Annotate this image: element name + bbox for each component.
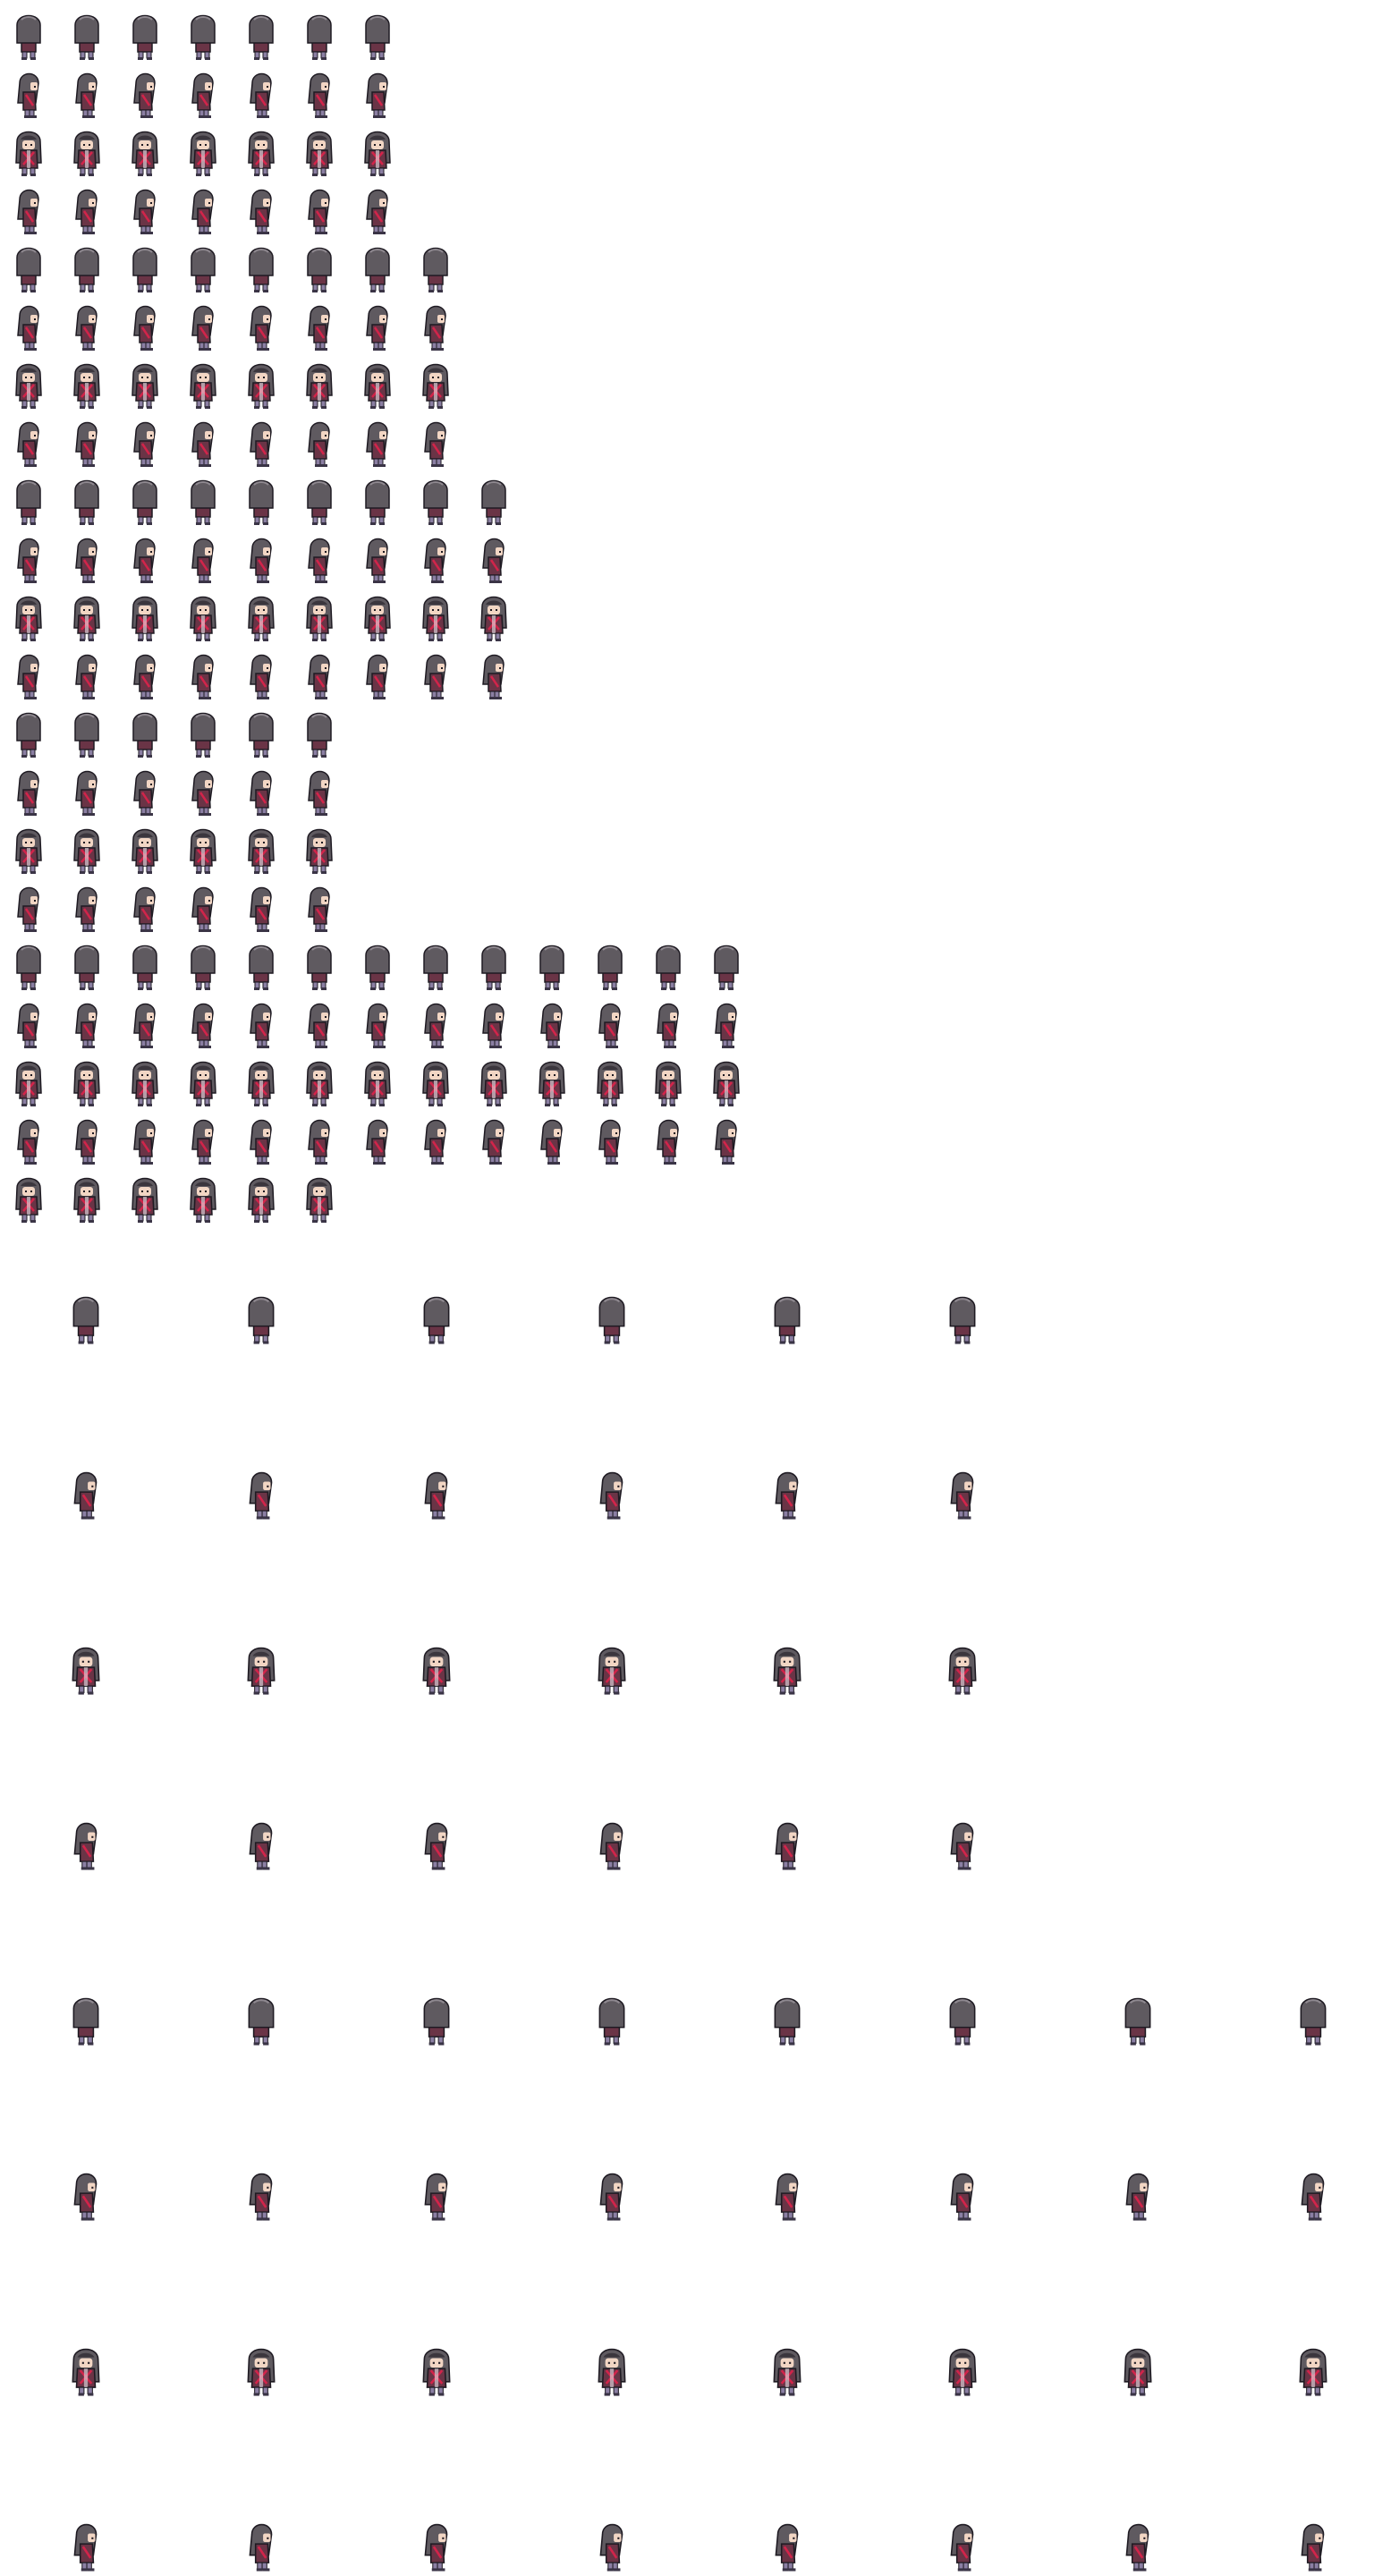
sprite-walk-4dir-7frames-r3-f4 (250, 191, 271, 235)
sprite-cast-4dir-6frames-r2-f2 (132, 830, 157, 875)
sprite-attack-4dir-13frames-r3-f12 (716, 1121, 736, 1165)
sprite-walk-4dir-7frames-r3-f2 (134, 191, 155, 235)
sprite-run-4dir-8frames-r3-f2 (134, 423, 155, 468)
sprite-walk-4dir-7frames-r3-f3 (192, 191, 213, 235)
sprite-big-walk-4dir-8frames-r3-f2 (425, 2525, 446, 2572)
sprite-attack-4dir-13frames-r1-f10 (599, 1004, 620, 1049)
sprite-attack-4dir-13frames-r2-f11 (656, 1063, 681, 1107)
sprite-big-action-4dir-6frames-r3-f5 (951, 1824, 972, 1870)
sprite-big-walk-4dir-8frames-r3-f6 (1126, 2525, 1148, 2572)
sprite-walk-4dir-7frames-r1-f3 (192, 74, 213, 119)
sprite-attack-4dir-13frames-r0-f3 (191, 946, 215, 991)
sprite-idle-4dir-9frames-r2-f5 (307, 597, 332, 642)
sprite-idle-4dir-9frames-r3-f6 (367, 656, 387, 700)
sprite-cast-4dir-6frames-r1-f0 (18, 772, 38, 817)
sprite-big-walk-4dir-8frames-r2-f7 (1300, 2350, 1326, 2396)
sprite-cast-4dir-6frames-r3-f1 (76, 888, 97, 933)
sprite-run-4dir-8frames-r0-f4 (250, 249, 273, 293)
sprite-idle-4dir-9frames-r1-f5 (309, 539, 329, 584)
sprite-attack-4dir-13frames-r3-f8 (483, 1121, 504, 1165)
sprite-idle-4dir-9frames-r3-f1 (76, 656, 97, 700)
sprite-big-walk-4dir-8frames-r0-f6 (1125, 1999, 1149, 2046)
sprite-walk-4dir-7frames-r2-f5 (307, 132, 332, 177)
sprite-big-action-4dir-6frames-r0-f2 (424, 1298, 448, 1344)
sprite-idle-4dir-9frames-r0-f7 (424, 481, 447, 526)
sprite-idle-4dir-9frames-r3-f0 (18, 656, 38, 700)
sprite-attack-4dir-13frames-r0-f4 (250, 946, 273, 991)
sprite-attack-4dir-13frames-r0-f1 (75, 946, 98, 991)
sprite-run-4dir-8frames-r3-f3 (192, 423, 213, 468)
sprite-attack-4dir-13frames-r0-f7 (424, 946, 447, 991)
sprite-idle-4dir-9frames-r1-f3 (192, 539, 213, 584)
sprite-attack-4dir-13frames-r2-f3 (191, 1063, 216, 1107)
sprite-big-walk-4dir-8frames-r2-f2 (423, 2350, 449, 2396)
sprite-big-walk-4dir-8frames-r1-f6 (1126, 2174, 1148, 2221)
sprite-big-walk-4dir-8frames-r3-f5 (951, 2525, 972, 2572)
sprite-cast-4dir-6frames-r1-f2 (134, 772, 155, 817)
sprite-cast-4dir-6frames-r1-f4 (250, 772, 271, 817)
sprite-run-4dir-8frames-r0-f2 (133, 249, 157, 293)
sprite-walk-4dir-7frames-r1-f1 (76, 74, 97, 119)
sprite-idle-4dir-9frames-r1-f2 (134, 539, 155, 584)
sprite-big-walk-4dir-8frames-r3-f1 (250, 2525, 271, 2572)
sprite-idle-4dir-9frames-r0-f2 (133, 481, 157, 526)
sprite-big-action-4dir-6frames-r1-f3 (600, 1473, 622, 1520)
sprite-run-4dir-8frames-r2-f1 (74, 365, 99, 410)
sprite-run-4dir-8frames-r0-f0 (17, 249, 40, 293)
sprite-big-action-4dir-6frames-r3-f0 (74, 1824, 96, 1870)
sprite-big-walk-4dir-8frames-r3-f7 (1302, 2525, 1323, 2572)
sprite-run-4dir-8frames-r3-f5 (309, 423, 329, 468)
sprite-idle-4dir-9frames-r0-f3 (191, 481, 215, 526)
sprite-idle-4dir-9frames-r1-f0 (18, 539, 38, 584)
sprite-cast-4dir-6frames-r2-f1 (74, 830, 99, 875)
sprite-idle-4dir-9frames-r3-f5 (309, 656, 329, 700)
sprite-cast-4dir-6frames-r0-f1 (75, 714, 98, 758)
sprite-cast-4dir-6frames-r3-f3 (192, 888, 213, 933)
sprite-big-walk-4dir-8frames-r2-f5 (949, 2350, 975, 2396)
sprite-run-4dir-8frames-r0-f1 (75, 249, 98, 293)
sprite-run-4dir-8frames-r1-f1 (76, 307, 97, 352)
sprite-attack-4dir-13frames-r1-f4 (250, 1004, 271, 1049)
sprite-attack-4dir-13frames-r2-f4 (249, 1063, 274, 1107)
sprite-attack-4dir-13frames-r0-f10 (598, 946, 622, 991)
sprite-big-action-4dir-6frames-r2-f0 (72, 1648, 98, 1695)
sprite-run-4dir-8frames-r2-f2 (132, 365, 157, 410)
sprite-big-walk-4dir-8frames-r2-f4 (774, 2350, 800, 2396)
sprite-big-action-4dir-6frames-r0-f0 (73, 1298, 98, 1344)
sprite-idle-4dir-9frames-r1-f4 (250, 539, 271, 584)
sprite-big-action-4dir-6frames-r0-f5 (950, 1298, 974, 1344)
sprite-big-walk-4dir-8frames-r1-f3 (600, 2174, 622, 2221)
sprite-idle-4dir-9frames-r2-f2 (132, 597, 157, 642)
sprite-cast-4dir-6frames-r0-f2 (133, 714, 157, 758)
sprite-death-front-6frames-r0-f2 (132, 1179, 157, 1224)
sprite-attack-4dir-13frames-r2-f7 (423, 1063, 448, 1107)
sprite-walk-4dir-7frames-r1-f0 (18, 74, 38, 119)
sprite-death-front-6frames-r0-f5 (307, 1179, 332, 1224)
sprite-attack-4dir-13frames-r2-f5 (307, 1063, 332, 1107)
sprite-big-walk-4dir-8frames-r0-f0 (73, 1999, 98, 2046)
sprite-attack-4dir-13frames-r3-f11 (657, 1121, 678, 1165)
sprite-walk-4dir-7frames-r2-f0 (16, 132, 41, 177)
sprite-walk-4dir-7frames-r3-f5 (309, 191, 329, 235)
sprite-big-action-4dir-6frames-r2-f5 (949, 1648, 975, 1695)
sprite-cast-4dir-6frames-r2-f0 (16, 830, 41, 875)
sprite-idle-4dir-9frames-r1-f7 (425, 539, 445, 584)
sprite-cast-4dir-6frames-r0-f5 (308, 714, 331, 758)
sprite-attack-4dir-13frames-r3-f2 (134, 1121, 155, 1165)
sprite-big-action-4dir-6frames-r3-f2 (425, 1824, 446, 1870)
sprite-attack-4dir-13frames-r2-f8 (481, 1063, 506, 1107)
sprite-walk-4dir-7frames-r0-f6 (366, 16, 389, 61)
sprite-run-4dir-8frames-r3-f6 (367, 423, 387, 468)
sprite-big-action-4dir-6frames-r3-f1 (250, 1824, 271, 1870)
sprite-attack-4dir-13frames-r0-f11 (657, 946, 680, 991)
sprite-run-4dir-8frames-r1-f6 (367, 307, 387, 352)
sprite-big-walk-4dir-8frames-r0-f4 (775, 1999, 799, 2046)
sprite-attack-4dir-13frames-r1-f1 (76, 1004, 97, 1049)
sprite-idle-4dir-9frames-r3-f8 (483, 656, 504, 700)
sprite-attack-4dir-13frames-r0-f8 (482, 946, 505, 991)
sprite-attack-4dir-13frames-r1-f11 (657, 1004, 678, 1049)
sprite-big-action-4dir-6frames-r3-f3 (600, 1824, 622, 1870)
sprite-walk-4dir-7frames-r2-f3 (191, 132, 216, 177)
sprite-attack-4dir-13frames-r2-f10 (598, 1063, 623, 1107)
sprite-attack-4dir-13frames-r1-f0 (18, 1004, 38, 1049)
sprite-attack-4dir-13frames-r3-f5 (309, 1121, 329, 1165)
sprite-run-4dir-8frames-r2-f6 (365, 365, 390, 410)
sprite-cast-4dir-6frames-r3-f4 (250, 888, 271, 933)
sprite-run-4dir-8frames-r2-f7 (423, 365, 448, 410)
sprite-walk-4dir-7frames-r0-f1 (75, 16, 98, 61)
sprite-attack-4dir-13frames-r1-f5 (309, 1004, 329, 1049)
sprite-attack-4dir-13frames-r0-f2 (133, 946, 157, 991)
sprite-attack-4dir-13frames-r3-f0 (18, 1121, 38, 1165)
sprite-death-front-6frames-r0-f3 (191, 1179, 216, 1224)
sprite-cast-4dir-6frames-r3-f0 (18, 888, 38, 933)
sprite-big-walk-4dir-8frames-r2-f1 (248, 2350, 274, 2396)
sprite-big-walk-4dir-8frames-r3-f4 (776, 2525, 797, 2572)
sprite-attack-4dir-13frames-r3-f3 (192, 1121, 213, 1165)
sprite-attack-4dir-13frames-r0-f0 (17, 946, 40, 991)
sprite-big-walk-4dir-8frames-r0-f7 (1301, 1999, 1325, 2046)
sprite-idle-4dir-9frames-r0-f0 (17, 481, 40, 526)
sprite-cast-4dir-6frames-r2-f4 (249, 830, 274, 875)
sprite-attack-4dir-13frames-r0-f5 (308, 946, 331, 991)
sprite-attack-4dir-13frames-r1-f3 (192, 1004, 213, 1049)
sprite-idle-4dir-9frames-r2-f3 (191, 597, 216, 642)
sprite-run-4dir-8frames-r2-f3 (191, 365, 216, 410)
sprite-idle-4dir-9frames-r1-f8 (483, 539, 504, 584)
sprite-run-4dir-8frames-r3-f0 (18, 423, 38, 468)
sprite-walk-4dir-7frames-r0-f0 (17, 16, 40, 61)
sprite-idle-4dir-9frames-r0-f8 (482, 481, 505, 526)
sprite-attack-4dir-13frames-r1-f12 (716, 1004, 736, 1049)
sprite-idle-4dir-9frames-r1-f6 (367, 539, 387, 584)
sprite-big-action-4dir-6frames-r0-f1 (249, 1298, 273, 1344)
sprite-big-walk-4dir-8frames-r1-f1 (250, 2174, 271, 2221)
sprite-walk-4dir-7frames-r2-f4 (249, 132, 274, 177)
sprite-idle-4dir-9frames-r2-f6 (365, 597, 390, 642)
sprite-cast-4dir-6frames-r0-f4 (250, 714, 273, 758)
sprite-big-walk-4dir-8frames-r2-f6 (1124, 2350, 1150, 2396)
sprite-big-walk-4dir-8frames-r0-f5 (950, 1999, 974, 2046)
sprite-cast-4dir-6frames-r0-f3 (191, 714, 215, 758)
sprite-attack-4dir-13frames-r0-f9 (540, 946, 564, 991)
sprite-idle-4dir-9frames-r0-f4 (250, 481, 273, 526)
sprite-attack-4dir-13frames-r2-f0 (16, 1063, 41, 1107)
sprite-cast-4dir-6frames-r1-f5 (309, 772, 329, 817)
sprite-attack-4dir-13frames-r1-f7 (425, 1004, 445, 1049)
sprite-attack-4dir-13frames-r2-f12 (714, 1063, 739, 1107)
sprite-attack-4dir-13frames-r3-f6 (367, 1121, 387, 1165)
sprite-walk-4dir-7frames-r0-f4 (250, 16, 273, 61)
sprite-big-action-4dir-6frames-r1-f1 (250, 1473, 271, 1520)
sprite-walk-4dir-7frames-r3-f0 (18, 191, 38, 235)
sprite-walk-4dir-7frames-r0-f2 (133, 16, 157, 61)
sprite-run-4dir-8frames-r3-f4 (250, 423, 271, 468)
sprite-attack-4dir-13frames-r3-f1 (76, 1121, 97, 1165)
sprite-walk-4dir-7frames-r1-f4 (250, 74, 271, 119)
sprite-big-action-4dir-6frames-r0-f3 (599, 1298, 623, 1344)
sprite-cast-4dir-6frames-r1-f1 (76, 772, 97, 817)
sprite-run-4dir-8frames-r1-f2 (134, 307, 155, 352)
sprite-big-walk-4dir-8frames-r1-f5 (951, 2174, 972, 2221)
sprite-walk-4dir-7frames-r2-f6 (365, 132, 390, 177)
sprite-big-action-4dir-6frames-r2-f2 (423, 1648, 449, 1695)
sprite-run-4dir-8frames-r0-f7 (424, 249, 447, 293)
sprite-attack-4dir-13frames-r0-f6 (366, 946, 389, 991)
sprite-big-action-4dir-6frames-r3-f4 (776, 1824, 797, 1870)
sprite-big-walk-4dir-8frames-r2-f3 (598, 2350, 624, 2396)
sprite-attack-4dir-13frames-r3-f9 (541, 1121, 562, 1165)
sprite-attack-4dir-13frames-r1-f8 (483, 1004, 504, 1049)
sprite-attack-4dir-13frames-r2-f2 (132, 1063, 157, 1107)
sprite-idle-4dir-9frames-r3-f4 (250, 656, 271, 700)
sprite-big-walk-4dir-8frames-r1-f7 (1302, 2174, 1323, 2221)
sprite-walk-4dir-7frames-r3-f1 (76, 191, 97, 235)
sprite-idle-4dir-9frames-r3-f2 (134, 656, 155, 700)
sprite-attack-4dir-13frames-r1-f6 (367, 1004, 387, 1049)
sprite-cast-4dir-6frames-r1-f3 (192, 772, 213, 817)
sprite-run-4dir-8frames-r0-f5 (308, 249, 331, 293)
sprite-attack-4dir-13frames-r3-f10 (599, 1121, 620, 1165)
sprite-idle-4dir-9frames-r3-f7 (425, 656, 445, 700)
sprite-death-front-6frames-r0-f0 (16, 1179, 41, 1224)
sprite-big-action-4dir-6frames-r2-f4 (774, 1648, 800, 1695)
sprite-cast-4dir-6frames-r2-f3 (191, 830, 216, 875)
sprite-big-walk-4dir-8frames-r0-f2 (424, 1999, 448, 2046)
sprite-attack-4dir-13frames-r2-f6 (365, 1063, 390, 1107)
sprite-run-4dir-8frames-r2-f5 (307, 365, 332, 410)
sprite-big-walk-4dir-8frames-r1-f0 (74, 2174, 96, 2221)
sprite-idle-4dir-9frames-r2-f7 (423, 597, 448, 642)
sprite-death-front-6frames-r0-f1 (74, 1179, 99, 1224)
sprite-attack-4dir-13frames-r2-f1 (74, 1063, 99, 1107)
sprite-walk-4dir-7frames-r2-f2 (132, 132, 157, 177)
sprite-big-walk-4dir-8frames-r2-f0 (72, 2350, 98, 2396)
sprite-cast-4dir-6frames-r3-f2 (134, 888, 155, 933)
sprite-idle-4dir-9frames-r0-f5 (308, 481, 331, 526)
sprite-big-walk-4dir-8frames-r1-f4 (776, 2174, 797, 2221)
sprite-idle-4dir-9frames-r0-f6 (366, 481, 389, 526)
sprite-cast-4dir-6frames-r3-f5 (309, 888, 329, 933)
sprite-idle-4dir-9frames-r0-f1 (75, 481, 98, 526)
sprite-run-4dir-8frames-r1-f5 (309, 307, 329, 352)
sprite-run-4dir-8frames-r1-f4 (250, 307, 271, 352)
sprite-walk-4dir-7frames-r1-f2 (134, 74, 155, 119)
sprite-big-walk-4dir-8frames-r0-f3 (599, 1999, 623, 2046)
sprite-big-walk-4dir-8frames-r0-f1 (249, 1999, 273, 2046)
sprite-run-4dir-8frames-r2-f4 (249, 365, 274, 410)
sprite-attack-4dir-13frames-r1-f9 (541, 1004, 562, 1049)
sprite-big-action-4dir-6frames-r2-f3 (598, 1648, 624, 1695)
sprite-idle-4dir-9frames-r2-f8 (481, 597, 506, 642)
sprite-big-action-4dir-6frames-r1-f4 (776, 1473, 797, 1520)
sprite-big-action-4dir-6frames-r0-f4 (775, 1298, 799, 1344)
sprite-run-4dir-8frames-r2-f0 (16, 365, 41, 410)
sprite-run-4dir-8frames-r0-f3 (191, 249, 215, 293)
sprite-run-4dir-8frames-r1-f7 (425, 307, 445, 352)
sprite-run-4dir-8frames-r3-f7 (425, 423, 445, 468)
sprite-cast-4dir-6frames-r2-f5 (307, 830, 332, 875)
sprite-run-4dir-8frames-r0-f6 (366, 249, 389, 293)
sprite-walk-4dir-7frames-r1-f6 (367, 74, 387, 119)
sprite-walk-4dir-7frames-r1-f5 (309, 74, 329, 119)
sprite-run-4dir-8frames-r1-f0 (18, 307, 38, 352)
sprite-cast-4dir-6frames-r0-f0 (17, 714, 40, 758)
sprite-walk-4dir-7frames-r0-f5 (308, 16, 331, 61)
sprite-run-4dir-8frames-r3-f1 (76, 423, 97, 468)
sprite-attack-4dir-13frames-r1-f2 (134, 1004, 155, 1049)
sprite-big-action-4dir-6frames-r1-f5 (951, 1473, 972, 1520)
sprite-walk-4dir-7frames-r2-f1 (74, 132, 99, 177)
sprite-walk-4dir-7frames-r0-f3 (191, 16, 215, 61)
sprite-run-4dir-8frames-r1-f3 (192, 307, 213, 352)
sprite-death-front-6frames-r0-f4 (249, 1179, 274, 1224)
sprite-big-action-4dir-6frames-r1-f2 (425, 1473, 446, 1520)
sprite-big-action-4dir-6frames-r1-f0 (74, 1473, 96, 1520)
sprite-big-walk-4dir-8frames-r3-f3 (600, 2525, 622, 2572)
sprite-big-walk-4dir-8frames-r3-f0 (74, 2525, 96, 2572)
sprite-idle-4dir-9frames-r2-f1 (74, 597, 99, 642)
sprite-idle-4dir-9frames-r2-f0 (16, 597, 41, 642)
sprite-idle-4dir-9frames-r1-f1 (76, 539, 97, 584)
sprite-big-action-4dir-6frames-r2-f1 (248, 1648, 274, 1695)
sprite-attack-4dir-13frames-r3-f4 (250, 1121, 271, 1165)
sprite-attack-4dir-13frames-r2-f9 (539, 1063, 564, 1107)
sprite-big-walk-4dir-8frames-r1-f2 (425, 2174, 446, 2221)
sprite-attack-4dir-13frames-r3-f7 (425, 1121, 445, 1165)
sprite-walk-4dir-7frames-r3-f6 (367, 191, 387, 235)
sprite-attack-4dir-13frames-r0-f12 (715, 946, 738, 991)
sprite-idle-4dir-9frames-r3-f3 (192, 656, 213, 700)
sprite-idle-4dir-9frames-r2-f4 (249, 597, 274, 642)
